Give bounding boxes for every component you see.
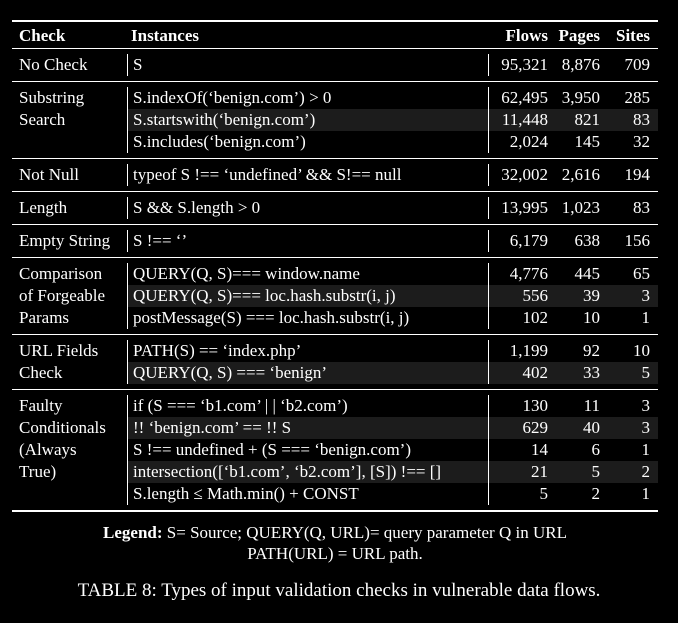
check-type-line: Not Null — [19, 165, 79, 184]
sites-cell: 1 — [641, 440, 650, 459]
column-separator — [488, 395, 489, 505]
flows-cell: 21 — [531, 462, 548, 481]
check-type-line: Length — [19, 198, 68, 217]
pages-cell: 6 — [591, 440, 600, 459]
legend — [12, 522, 658, 564]
sites-cell: 1 — [641, 308, 650, 327]
pages-cell: 5 — [591, 462, 600, 481]
flows-cell: 130 — [522, 396, 548, 415]
sites-cell: 2 — [641, 462, 650, 481]
pages-cell: 445 — [574, 264, 600, 283]
instance-cell: S.length ≤ Math.min() + CONST — [133, 484, 359, 503]
flows-cell: 11,448 — [501, 110, 548, 129]
check-group — [12, 49, 658, 81]
column-separator — [127, 197, 128, 219]
legend-line1: S= Source; QUERY(Q, URL)= query parameter Q in URL — [166, 523, 567, 542]
column-separator — [127, 87, 128, 153]
instance-cell: QUERY(Q, S) === ‘benign’ — [133, 363, 328, 382]
sites-cell: 3 — [641, 286, 650, 305]
instance-cell: S — [133, 55, 143, 74]
table-row — [128, 285, 658, 307]
flows-cell: 95,321 — [501, 55, 548, 74]
pages-cell: 8,876 — [561, 55, 600, 74]
column-separator — [127, 263, 128, 329]
pages-cell: 39 — [583, 286, 600, 305]
sites-cell: 5 — [641, 363, 650, 382]
table-row — [128, 87, 658, 109]
instance-cell: intersection([‘b1.com’, ‘b2.com’], [S]) !== [] — [133, 462, 442, 481]
pages-cell: 40 — [583, 418, 600, 437]
pages-cell: 10 — [583, 308, 600, 327]
instance-cell: QUERY(Q, S)=== loc.hash.substr(i, j) — [133, 286, 396, 305]
check-type-line: (Always — [19, 440, 77, 459]
column-separator — [127, 54, 128, 76]
flows-cell: 32,002 — [501, 165, 548, 184]
column-separator — [488, 87, 489, 153]
instance-cell: S.includes(‘benign.com’) — [133, 132, 306, 151]
pages-cell: 1,023 — [561, 198, 600, 217]
table-header — [12, 22, 658, 48]
check-type-line: Empty String — [19, 231, 111, 250]
instance-cell: PATH(S) == ‘index.php’ — [133, 341, 302, 360]
pages-cell: 33 — [583, 363, 600, 382]
flows-cell: 62,495 — [501, 88, 548, 107]
check-type-line: No Check — [19, 55, 88, 74]
flows-cell: 14 — [531, 440, 548, 459]
instance-cell: S !== undefined + (S === ‘benign.com’) — [133, 440, 412, 459]
check-group — [12, 82, 658, 158]
table-body — [12, 49, 658, 512]
sites-cell: 285 — [624, 88, 650, 107]
flows-cell: 4,776 — [509, 264, 548, 283]
instance-cell: S !== ‘’ — [133, 231, 188, 250]
table-row — [128, 395, 658, 417]
instance-cell: S.startswith(‘benign.com’) — [133, 110, 316, 129]
instance-cell: if (S === ‘b1.com’ | | ‘b2.com’) — [133, 396, 348, 415]
check-type-line: Params — [19, 308, 70, 327]
column-separator — [488, 340, 489, 384]
header-flows: Flows — [505, 26, 548, 45]
header-pages: Pages — [558, 26, 600, 45]
pages-cell: 3,950 — [561, 88, 600, 107]
flows-cell: 402 — [522, 363, 548, 382]
instance-cell: !! ‘benign.com’ == !! S — [133, 418, 292, 437]
table-row — [128, 439, 658, 461]
header-sites: Sites — [616, 26, 650, 45]
column-separator — [488, 54, 489, 76]
flows-cell: 2,024 — [509, 132, 548, 151]
column-separator — [488, 263, 489, 329]
column-separator — [127, 230, 128, 252]
column-separator — [488, 230, 489, 252]
pages-cell: 2,616 — [561, 165, 600, 184]
check-type-line: Conditionals — [19, 418, 106, 437]
table-row — [128, 417, 658, 439]
flows-cell: 5 — [539, 484, 548, 503]
check-group — [12, 192, 658, 224]
check-group — [12, 335, 658, 389]
table-row — [128, 164, 658, 186]
check-type-line: True) — [19, 462, 57, 481]
flows-cell: 102 — [522, 308, 548, 327]
legend-label: Legend: — [103, 523, 163, 542]
column-separator — [127, 340, 128, 384]
column-separator — [127, 395, 128, 505]
instance-cell: postMessage(S) === loc.hash.substr(i, j) — [133, 308, 410, 327]
check-group — [12, 390, 658, 510]
sites-cell: 10 — [633, 341, 650, 360]
pages-cell: 638 — [574, 231, 600, 250]
pages-cell: 145 — [574, 132, 600, 151]
flows-cell: 629 — [522, 418, 548, 437]
instance-cell: QUERY(Q, S)=== window.name — [133, 264, 360, 283]
table-row — [128, 230, 658, 252]
instance-cell: S && S.length > 0 — [133, 198, 261, 217]
pages-cell: 11 — [583, 396, 600, 415]
check-type-line: Faulty — [19, 396, 63, 415]
sites-cell: 32 — [633, 132, 650, 151]
flows-cell: 6,179 — [509, 231, 548, 250]
legend-line2: PATH(URL) = URL path. — [247, 544, 423, 563]
flows-cell: 556 — [522, 286, 548, 305]
table-caption: TABLE 8: Types of input validation checks in vulnerable data flows. — [77, 580, 601, 601]
table-row — [128, 131, 658, 153]
check-type-line: Substring — [19, 88, 85, 107]
flows-cell: 13,995 — [501, 198, 548, 217]
sites-cell: 156 — [624, 231, 650, 250]
sites-cell: 194 — [624, 165, 650, 184]
table-row — [128, 54, 658, 76]
column-separator — [127, 164, 128, 186]
check-type-line: URL Fields — [19, 341, 99, 360]
sites-cell: 3 — [641, 396, 650, 415]
check-type-line: Comparison — [19, 264, 103, 283]
sites-cell: 1 — [641, 484, 650, 503]
flows-cell: 1,199 — [509, 341, 548, 360]
table-row — [128, 263, 658, 285]
check-type-line: of Forgeable — [19, 286, 106, 305]
group-rule — [12, 510, 658, 512]
check-type-line: Search — [19, 110, 66, 129]
instance-cell: typeof S !== ‘undefined’ && S!== null — [133, 165, 402, 184]
table-row — [128, 307, 658, 329]
sites-cell: 83 — [633, 198, 650, 217]
column-separator — [488, 164, 489, 186]
table-row — [128, 109, 658, 131]
check-group — [12, 159, 658, 191]
table-row — [128, 362, 658, 384]
validation-table — [12, 20, 658, 512]
sites-cell: 3 — [641, 418, 650, 437]
sites-cell: 65 — [633, 264, 650, 283]
table-row — [128, 483, 658, 505]
pages-cell: 2 — [591, 484, 600, 503]
header-instances: Instances — [131, 26, 200, 45]
check-group — [12, 258, 658, 334]
pages-cell: 92 — [583, 341, 600, 360]
header-check: Check — [19, 26, 66, 45]
table-row — [128, 340, 658, 362]
column-separator — [488, 197, 489, 219]
check-type-line: Check — [19, 363, 63, 382]
table-row — [128, 461, 658, 483]
table-row — [128, 197, 658, 219]
pages-cell: 821 — [574, 110, 600, 129]
sites-cell: 83 — [633, 110, 650, 129]
instance-cell: S.indexOf(‘benign.com’) > 0 — [133, 88, 332, 107]
check-group — [12, 225, 658, 257]
sites-cell: 709 — [624, 55, 650, 74]
